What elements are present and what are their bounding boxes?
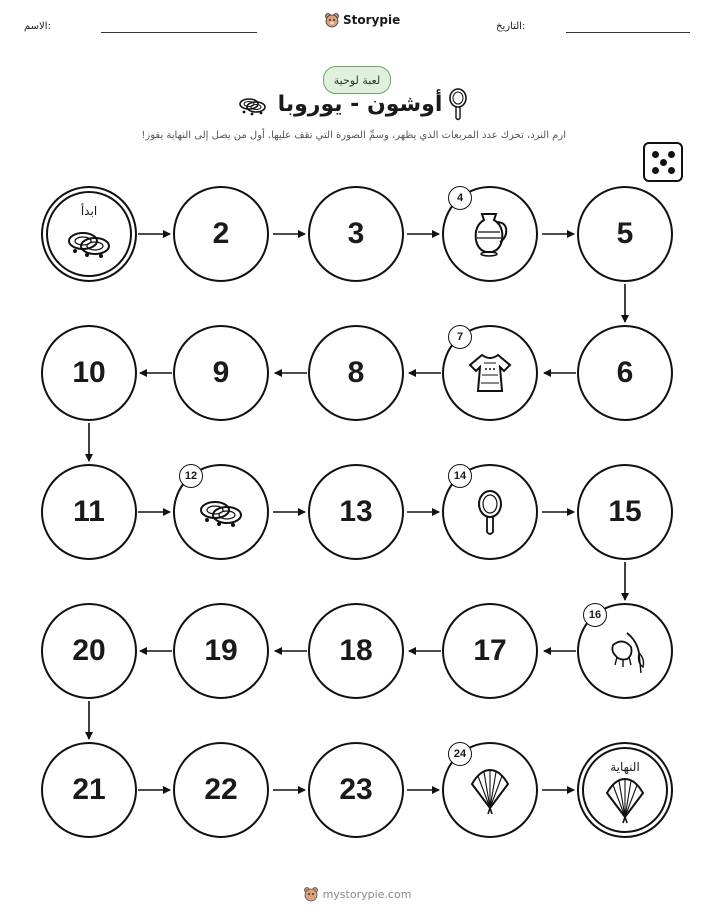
cell-number: 9 [212,356,230,389]
name-label: الاسم: [24,21,51,32]
page-title: أوشون - يوروبا [277,92,443,117]
cell-number-badge: 24 [448,742,472,766]
cell-number: 13 [339,495,373,528]
board-cell-8 [308,325,404,421]
brand-name: Storypie [343,13,401,27]
board-cell-18 [308,603,404,699]
cell-number: 21 [72,773,106,806]
cell-number-badge: 12 [179,464,203,488]
board-cell-16 [577,603,673,699]
fan-icon [462,762,518,818]
board-cell-20 [41,603,137,699]
board-cell-24 [442,742,538,838]
cell-number: 15 [608,495,642,528]
cell-number: 23 [339,773,373,806]
board-cell-14 [442,464,538,560]
game-type-badge: لعبة لوحية [323,66,391,94]
cell-number-badge: 4 [448,186,472,210]
cell-number: 18 [339,634,373,667]
cell-number: 22 [204,773,238,806]
cell-number: 6 [616,356,634,389]
cell-number: 2 [212,217,230,250]
cell-number-badge: 7 [448,325,472,349]
cell-number: 5 [616,217,634,250]
board-cell-start [41,186,137,282]
board-cell-13 [308,464,404,560]
board-cell-21 [41,742,137,838]
fan-icon [597,771,653,827]
dress-icon [462,345,518,401]
board-cell-23 [308,742,404,838]
board-cell-10 [41,325,137,421]
bracelets-icon [193,484,249,540]
cell-number: 11 [73,495,105,528]
cell-number: 3 [347,217,365,250]
cell-number: 19 [204,634,238,667]
board-cell-6 [577,325,673,421]
cell-number: 20 [72,634,106,667]
instructions: ارم النرد، تحرك عدد المربعات الذي يظهر، وسمِّ الصورة التي تقف عليها. أول من يصل إلى النهاية يفوز! [141,130,566,141]
cell-number-badge: 14 [448,464,472,488]
board-cell-19 [173,603,269,699]
board-cell-4 [442,186,538,282]
cell-number: 8 [347,356,365,389]
cell-number: 17 [473,634,507,667]
end-label: النهاية [610,760,640,774]
board-cell-2 [173,186,269,282]
hand-mirror-icon [462,484,518,540]
board-cell-3 [308,186,404,282]
board-cell-end [577,742,673,838]
start-label: ابدأ [80,204,98,218]
footer [0,886,714,902]
board-cell-15 [577,464,673,560]
date-label: التاريخ: [496,21,526,32]
board-cell-22 [173,742,269,838]
board-cell-17 [442,603,538,699]
bracelets-icon [61,215,117,271]
water-jug-icon [462,206,518,262]
board-cell-7 [442,325,538,421]
board-cell-12 [173,464,269,560]
flower-icon [597,623,653,679]
bear-mascot-icon [303,886,319,902]
cell-number: 10 [72,356,106,389]
board-cell-9 [173,325,269,421]
cell-number-badge: 16 [583,603,607,627]
board-cell-11 [41,464,137,560]
board-cell-5 [577,186,673,282]
footer-site[interactable]: mystorypie.com [322,887,412,901]
